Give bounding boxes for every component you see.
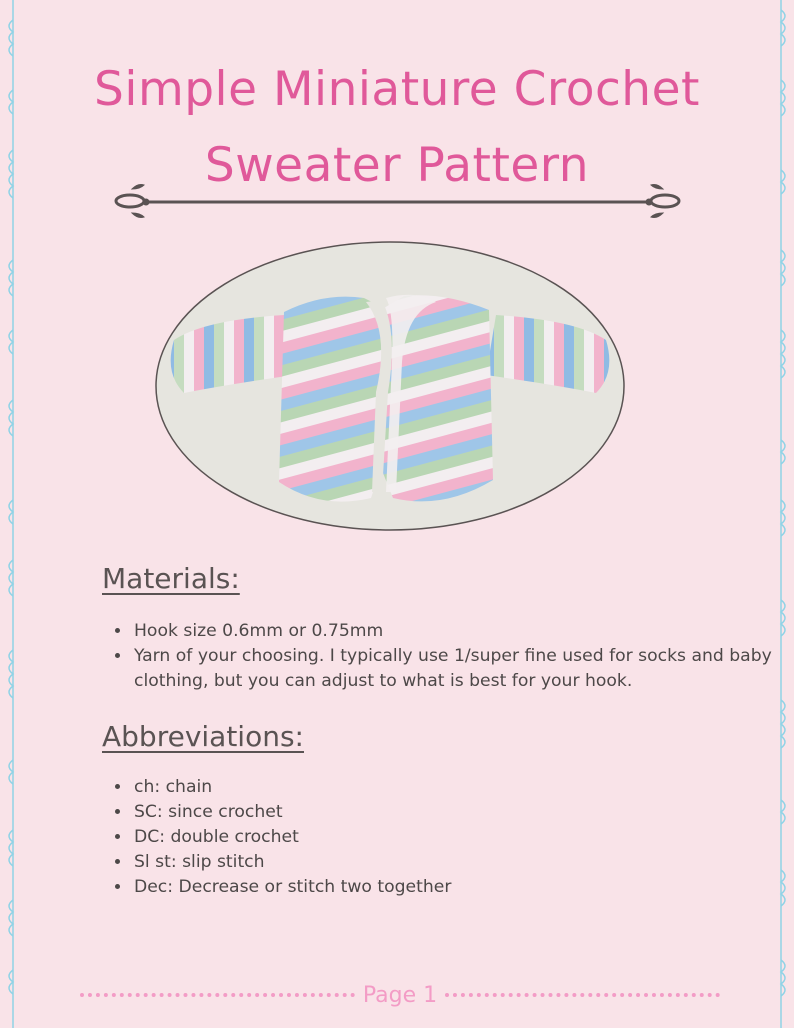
materials-list (112, 619, 782, 694)
list-item: • Yarn of your choosing. I typically use 1/super fine used for socks and baby clothing, but you can adjust to what is best for your hook. (132, 644, 782, 694)
footer-dotted-line-right (445, 993, 720, 997)
abbreviations-heading: Abbreviations: (102, 720, 304, 753)
list-item: • ch: chain (132, 775, 782, 800)
page-number: Page 1 (362, 982, 438, 1008)
list-item: • SC: since crochet (132, 800, 782, 825)
abbreviations-list (112, 775, 782, 900)
page-footer (80, 978, 720, 1012)
list-item: • Dec: Decrease or stitch two together (132, 875, 782, 900)
crochet-sweater-photo (154, 240, 626, 532)
title-line-1: Simple Miniature Crochet (94, 62, 700, 117)
list-item: • Sl st: slip stitch (132, 850, 782, 875)
ornamental-divider (110, 180, 685, 222)
footer-dotted-line-left (80, 993, 355, 997)
list-item: • Hook size 0.6mm or 0.75mm (132, 619, 782, 644)
materials-heading: Materials: (102, 562, 240, 595)
title-line-2: Sweater Pattern (204, 138, 590, 193)
list-item: • DC: double crochet (132, 825, 782, 850)
